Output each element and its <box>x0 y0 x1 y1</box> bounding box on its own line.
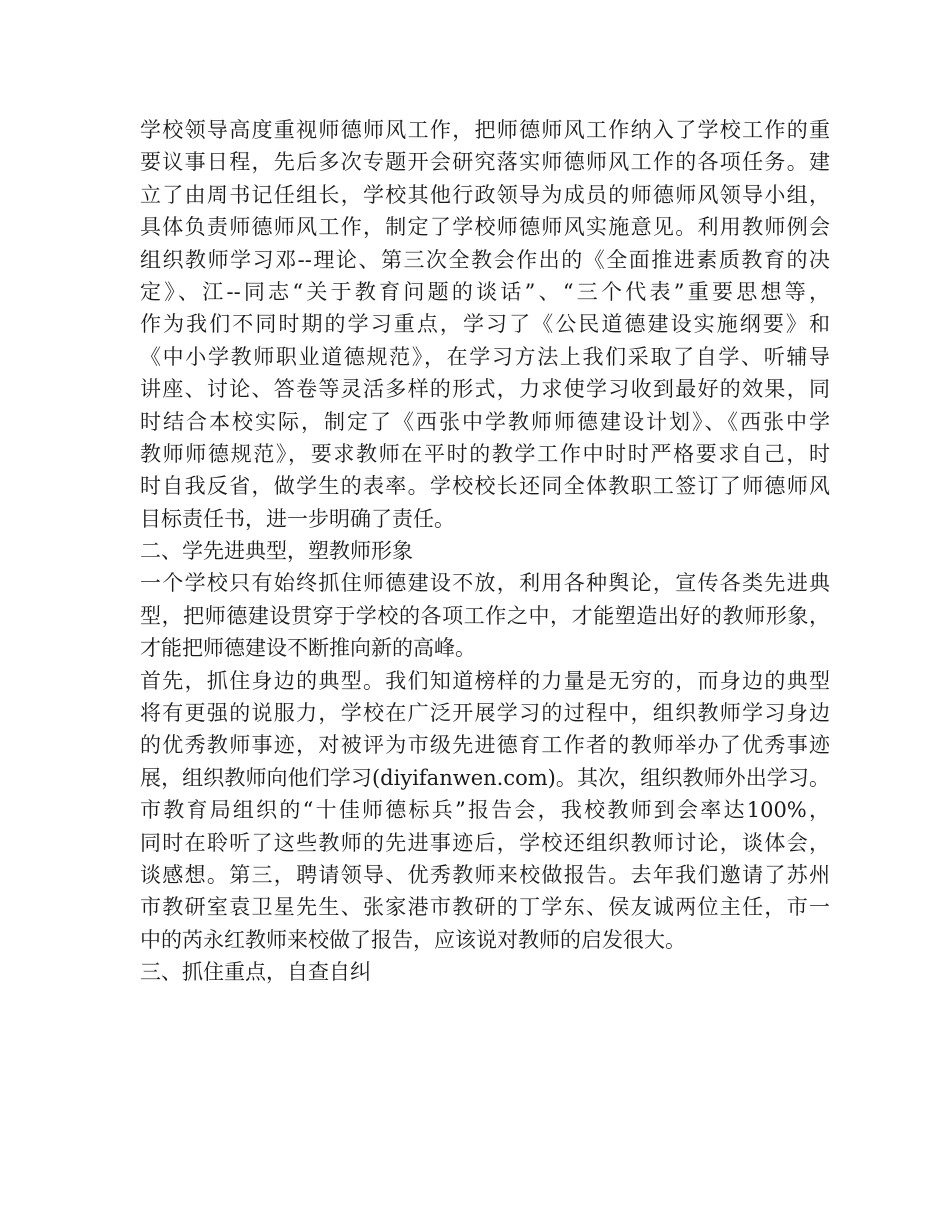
text-line: 将有更强的说服力，学校在广泛开展学习的过程中，组织教师学习身边 <box>140 701 830 726</box>
text-line: 展，组织教师向他们学习(diyifanwen.com)。其次，组织教师外出学习。 <box>140 765 830 790</box>
text-line: 首先，抓住身边的典型。我们知道榜样的力量是无穷的，而身边的典型 <box>140 668 830 693</box>
text-line: 学校领导高度重视师德师风工作，把师德师风工作纳入了学校工作的重 <box>140 118 830 142</box>
text-line: 才能把师德建设不断推向新的高峰。 <box>140 636 476 661</box>
text-line: 具体负责师德师风工作，制定了学校师德师风实施意见。利用教师例会 <box>140 215 830 240</box>
text-line: 组织教师学习邓--理论、第三次全教会作出的《全面推进素质教育的决 <box>140 247 830 272</box>
text-line: 目标责任书，进一步明确了责任。 <box>140 506 455 531</box>
text-line: 要议事日程，先后多次专题开会研究落实师德师风工作的各项任务。建 <box>140 150 830 175</box>
text-line: 教师师德规范》，要求教师在平时的教学工作中时时严格要求自己，时 <box>140 441 830 466</box>
section-heading: 三、抓住重点，自查自纠 <box>140 960 371 985</box>
document-body <box>140 114 830 989</box>
text-line: 作为我们不同时期的学习重点，学习了《公民道德建设实施纲要》和 <box>140 312 830 337</box>
text-line: 立了由周书记任组长，学校其他行政领导为成员的师德师风领导小组， <box>140 182 830 207</box>
text-line: 同时在聆听了这些教师的先进事迹后，学校还组织教师讨论，谈体会， <box>140 830 830 855</box>
text-line: 谈感想。第三，聘请领导、优秀教师来校做报告。去年我们邀请了苏州 <box>140 862 830 887</box>
text-line: 的优秀教师事迹，对被评为市级先进德育工作者的教师举办了优秀事迹 <box>140 733 830 758</box>
text-line: 讲座、讨论、答卷等灵活多样的形式，力求使学习收到最好的效果，同 <box>140 377 830 402</box>
text-line: 市教育局组织的“十佳师德标兵”报告会，我校教师到会率达100%， <box>140 798 830 823</box>
text-line: 市教研室袁卫星先生、张家港市教研的丁学东、侯友诚两位主任，市一 <box>140 895 830 920</box>
text-line: 时结合本校实际，制定了《西张中学教师师德建设计划》、《西张中学 <box>140 409 830 434</box>
text-line: 定》、江--同志“关于教育问题的谈话”、“三个代表”重要思想等， <box>140 279 830 304</box>
text-line: 一个学校只有始终抓住师德建设不放，利用各种舆论，宣传各类先进典 <box>140 571 830 596</box>
text-line: 中的芮永红教师来校做了报告，应该说对教师的启发很大。 <box>140 927 686 952</box>
text-line: 时自我反省，做学生的表率。学校校长还同全体教职工签订了师德师风 <box>140 474 830 499</box>
text-line: 《中小学教师职业道德规范》，在学习方法上我们采取了自学、听辅导 <box>140 344 830 369</box>
section-heading: 二、学先进典型，塑教师形象 <box>140 539 413 564</box>
text-line: 型，把师德建设贯穿于学校的各项工作之中，才能塑造出好的教师形象， <box>140 603 830 628</box>
